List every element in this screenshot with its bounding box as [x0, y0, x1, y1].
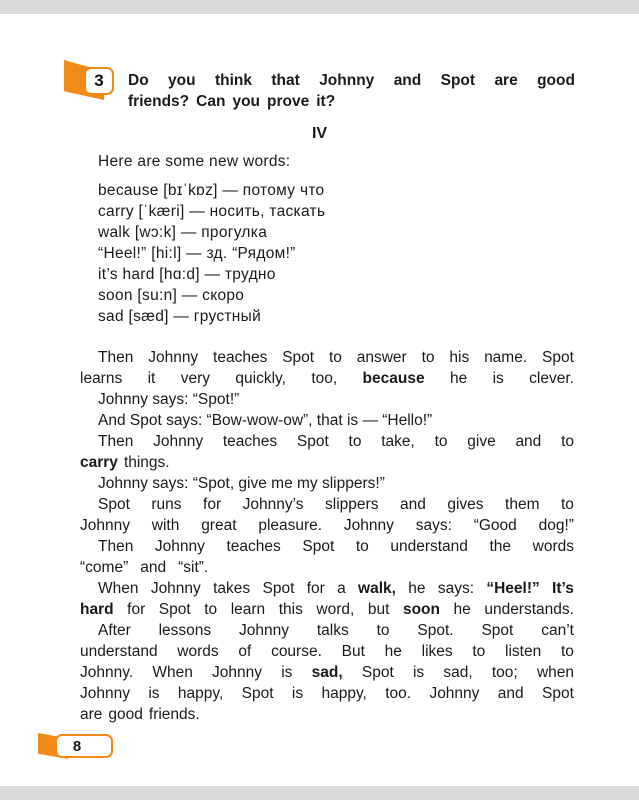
story-line: Then Johnny teaches Spot to take, to give and to — [98, 433, 574, 450]
section-heading: IV — [311, 125, 328, 142]
story-line: Johnny with great pleasure. Johnny says: “Good dog!” — [80, 517, 574, 534]
vocab-item: carry [ˈkæri] — носить, таскать — [98, 203, 326, 220]
vocab-item: walk [wɔ:k] — прогулка — [98, 224, 268, 241]
story-line: “come” and “sit”. — [80, 559, 209, 576]
story-line: hard for Spot to learn this word, but soon he understands. — [80, 601, 574, 618]
story-line: understand words of course. But he likes to listen to — [80, 643, 574, 660]
story-line: are good friends. — [80, 706, 200, 723]
story-line: Johnny. When Johnny is sad, Spot is sad, too; when — [80, 664, 574, 681]
exercise-number-badge: 3 — [84, 67, 114, 95]
top-border — [0, 0, 639, 14]
story-line: Johnny is happy, Spot is happy, too. Johnny and Spot — [80, 685, 574, 702]
story-text — [80, 347, 574, 725]
vocab-item: soon [su:n] — скоро — [98, 287, 245, 304]
story-line: Spot runs for Johnny’s slippers and gives them to — [98, 496, 574, 513]
vocab-item: sad [sæd] — грустный — [98, 308, 262, 325]
task-line-2: friends? Can you prove it? — [128, 93, 336, 110]
story-line: carry things. — [80, 454, 170, 471]
story-line: When Johnny takes Spot for a walk, he says: “Heel!” It’s — [98, 580, 574, 597]
vocabulary-list — [98, 180, 325, 327]
vocab-item: because [bɪˈkɒz] — потому что — [98, 182, 325, 199]
story-line: learns it very quickly, too, because he is clever. — [80, 370, 574, 387]
bottom-border — [0, 786, 639, 800]
page-number: 8 — [55, 734, 113, 758]
vocabulary-title: Here are some new words: — [98, 153, 291, 170]
story-line: And Spot says: “Bow-wow-ow”, that is — “Hello!” — [98, 412, 433, 429]
vocab-item: “Heel!” [hi:l] — зд. “Рядом!” — [98, 245, 296, 262]
story-line: Johnny says: “Spot!” — [98, 391, 240, 408]
exercise-task — [128, 70, 575, 112]
task-line-1: Do you think that Johnny and Spot are good — [128, 72, 575, 89]
story-line: Johnny says: “Spot, give me my slippers!” — [98, 475, 385, 492]
story-line: Then Johnny teaches Spot to understand the words — [98, 538, 574, 555]
story-line: Then Johnny teaches Spot to answer to his name. Spot — [98, 349, 574, 366]
story-line: After lessons Johnny talks to Spot. Spot can’t — [98, 622, 574, 639]
vocab-item: it’s hard [hɑ:d] — трудно — [98, 266, 276, 283]
